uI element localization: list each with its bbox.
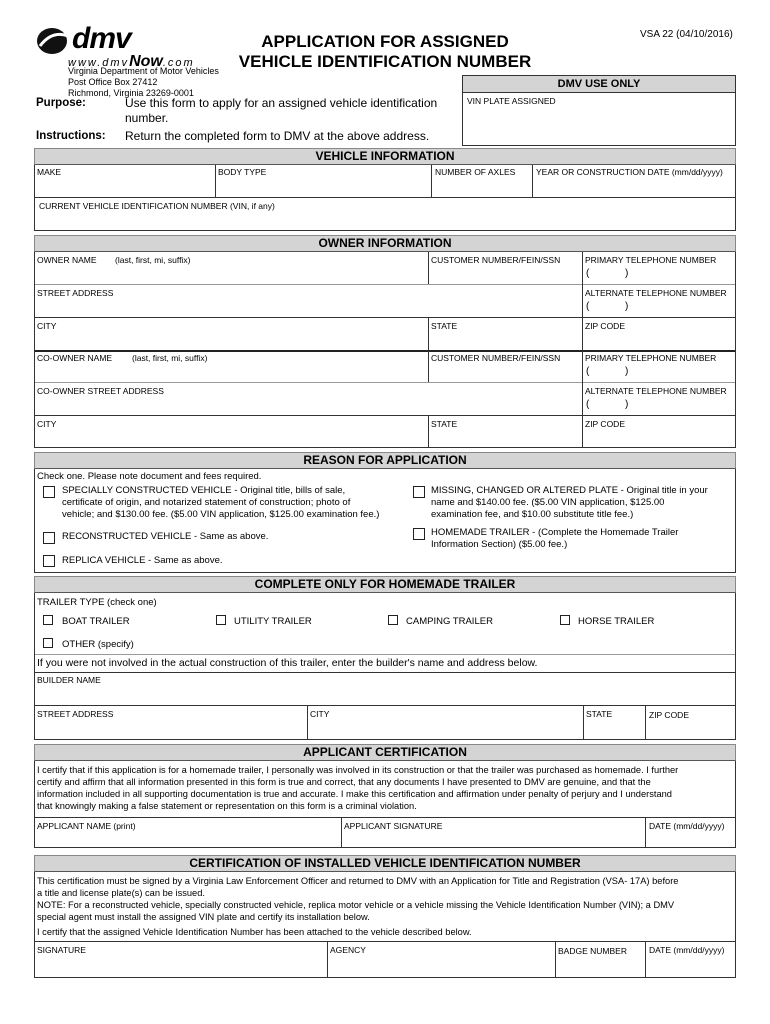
owner-city-label: CITY (37, 321, 57, 331)
applicant-cert-header: APPLICANT CERTIFICATION (34, 744, 736, 761)
dmv-use-only-header: DMV USE ONLY (463, 76, 735, 93)
co-owner-name-label: CO-OWNER NAME (37, 353, 113, 363)
owner-street-field[interactable] (35, 298, 581, 317)
paren-close: ) (625, 366, 629, 377)
vehicle-info-header: VEHICLE INFORMATION (34, 148, 736, 165)
address-line: Post Office Box 27412 (68, 77, 158, 87)
missing-line-3: examination fee, and $10.00 substitute title fee.) (431, 509, 634, 520)
paren-open: ( (586, 366, 590, 377)
applicant-name-label: APPLICANT NAME (print) (37, 821, 136, 831)
cert-line-4: that knowingly making a false statement or representation on this form is a criminal violation. (37, 801, 417, 811)
site-now: Now (129, 53, 163, 70)
trailer-header: COMPLETE ONLY FOR HOMEMADE TRAILER (34, 576, 736, 593)
owner-zip-label: ZIP CODE (585, 321, 625, 331)
owner-zip-field[interactable] (583, 331, 735, 350)
co-owner-zip-field[interactable] (583, 429, 735, 448)
year-field[interactable] (533, 165, 735, 197)
missing-line-2: name and $140.00 fee. ($5.00 VIN application, $125.00 (431, 497, 665, 508)
vin-plate-assigned-field[interactable] (463, 93, 735, 145)
co-owner-customer-number-label: CUSTOMER NUMBER/FEIN/SSN (431, 353, 561, 363)
purpose-text: Use this form to apply for an assigned vehicle identification number. (125, 96, 438, 125)
dmv-wordmark: dmv (72, 22, 131, 55)
applicant-date-label: DATE (mm/dd/yyyy) (649, 821, 725, 831)
owner-city-field[interactable] (35, 331, 427, 350)
camping-trailer-label: CAMPING TRAILER (406, 616, 493, 627)
homemade-trailer-checkbox[interactable] (413, 528, 425, 540)
owner-customer-number-label: CUSTOMER NUMBER/FEIN/SSN (431, 255, 561, 265)
co-owner-street-field[interactable] (35, 396, 581, 415)
installed-vin-header: CERTIFICATION OF INSTALLED VEHICLE IDENTIFICATION NUMBER (34, 855, 736, 872)
horse-trailer-label: HORSE TRAILER (578, 616, 655, 627)
form-code: VSA 22 (04/10/2016) (640, 29, 733, 40)
applicant-signature-label: APPLICANT SIGNATURE (344, 821, 443, 831)
instructions-text: Return the completed form to DMV at the above address. (125, 129, 430, 143)
owner-alt-phone-label: ALTERNATE TELEPHONE NUMBER (585, 288, 727, 298)
owner-alt-phone-field[interactable] (583, 298, 735, 317)
instructions-label: Instructions: (36, 130, 106, 142)
owner-street-label: STREET ADDRESS (37, 288, 114, 298)
paren-open: ( (586, 268, 590, 279)
reconstructed-checkbox[interactable] (43, 532, 55, 544)
boat-trailer-label: BOAT TRAILER (62, 616, 130, 627)
axles-field[interactable] (432, 165, 532, 197)
cert-line-2: certify and affirm that all information presented in this form is true and correct, that any documents I have presented to DMV are genuine, and that the (37, 777, 651, 787)
co-owner-name-field[interactable] (35, 364, 427, 382)
homemade-trailer-text (431, 527, 678, 551)
vin-plate-assigned-label: VIN PLATE ASSIGNED (467, 96, 556, 106)
body-type-field[interactable] (216, 165, 431, 197)
make-field[interactable] (35, 165, 215, 197)
homemade-line-2: Information Section) ($5.00 fee.) (431, 539, 568, 550)
co-owner-city-label: CITY (37, 419, 57, 429)
co-owner-city-field[interactable] (35, 429, 427, 448)
officer-date-label: DATE (mm/dd/yyyy) (649, 945, 725, 955)
axles-label: NUMBER OF AXLES (435, 167, 516, 177)
missing-plate-text (431, 485, 708, 521)
owner-name-hint: (last, first, mi, suffix) (115, 255, 191, 265)
utility-trailer-checkbox[interactable] (216, 615, 226, 625)
site-suffix: .com (162, 57, 195, 69)
builder-state-label: STATE (586, 709, 613, 719)
replica-text: REPLICA VEHICLE - Same as above. (62, 555, 223, 566)
owner-info-header: OWNER INFORMATION (34, 235, 736, 252)
missing-line-1: MISSING, CHANGED OR ALTERED PLATE - Original title in your (431, 485, 708, 496)
co-owner-state-field[interactable] (429, 429, 581, 448)
installed-p1-line-2: a title and license plate(s) can be issued. (37, 888, 205, 898)
installed-p1-line-1: This certification must be signed by a Virginia Law Enforcement Officer and returned to DMV with an Application for Title and Registration (VSA- 17A) before (37, 876, 679, 886)
owner-state-field[interactable] (429, 331, 581, 350)
builder-street-field[interactable] (35, 719, 306, 739)
year-label: YEAR OR CONSTRUCTION DATE (mm/dd/yyyy) (536, 167, 723, 177)
paren-close: ) (625, 301, 629, 312)
cert-line-3: information included in all supporting documentation is true and accurate. I make this certification and affirmation under penalty of perjury and I understand (37, 789, 672, 799)
officer-signature-label: SIGNATURE (37, 945, 86, 955)
applicant-cert-section (34, 761, 736, 848)
homemade-line-1: HOMEMADE TRAILER - (Complete the Homemade Trailer (431, 527, 679, 538)
other-trailer-specify-field[interactable] (145, 637, 730, 651)
special-line-1: SPECIALLY CONSTRUCTED VEHICLE - Original title, bills of sale, (62, 485, 346, 496)
builder-city-label: CITY (310, 709, 330, 719)
co-owner-alt-phone-label: ALTERNATE TELEPHONE NUMBER (585, 386, 727, 396)
owner-customer-number-field[interactable] (429, 266, 581, 284)
agency-field[interactable] (328, 955, 554, 977)
form-title (235, 32, 535, 72)
builder-city-field[interactable] (308, 719, 582, 739)
co-owner-alt-phone-field[interactable] (583, 396, 735, 415)
owner-primary-phone-field[interactable] (583, 266, 735, 284)
owner-state-label: STATE (431, 321, 458, 331)
applicant-date-field[interactable] (646, 831, 735, 847)
co-owner-street-label: CO-OWNER STREET ADDRESS (37, 386, 164, 396)
installed-p3: I certify that the assigned Vehicle Identification Number has been attached to the vehicle described below. (37, 927, 472, 937)
co-owner-zip-label: ZIP CODE (585, 419, 625, 429)
trailer-section (34, 593, 736, 740)
owner-name-field[interactable] (35, 266, 427, 284)
co-owner-primary-phone-field[interactable] (583, 364, 735, 382)
reason-header: REASON FOR APPLICATION (34, 452, 736, 469)
camping-trailer-checkbox[interactable] (388, 615, 398, 625)
reason-section (34, 469, 736, 573)
missing-plate-checkbox[interactable] (413, 486, 425, 498)
horse-trailer-checkbox[interactable] (560, 615, 570, 625)
special-constructed-checkbox[interactable] (43, 486, 55, 498)
paren-close: ) (625, 399, 629, 410)
applicant-name-field[interactable] (35, 831, 340, 847)
owner-info-grid (34, 252, 736, 448)
installed-p2-line-2: special agent must install the assigned VIN plate and certify its installation below. (37, 912, 370, 922)
owner-name-label: OWNER NAME (37, 255, 97, 265)
paren-close: ) (625, 268, 629, 279)
badge-number-field[interactable] (556, 956, 644, 977)
address-line: Richmond, Virginia 23269-0001 (68, 88, 194, 98)
builder-street-label: STREET ADDRESS (37, 709, 114, 719)
officer-date-field[interactable] (646, 955, 735, 977)
dmv-use-only-box (462, 75, 736, 146)
special-line-2: certificate of origin, and notarized statement of construction; photo of (62, 497, 351, 508)
replica-checkbox[interactable] (43, 555, 55, 567)
body-type-label: BODY TYPE (218, 167, 267, 177)
reconstructed-text: RECONSTRUCTED VEHICLE - Same as above. (62, 531, 269, 542)
utility-trailer-label: UTILITY TRAILER (234, 616, 312, 627)
purpose-label: Purpose: (36, 97, 86, 109)
installed-p2-line-1: NOTE: For a reconstructed vehicle, specially constructed vehicle, replica motor vehicle or a vehicle missing the Vehicle Identification Number (VIN); a DMV (37, 900, 675, 910)
builder-name-field[interactable] (35, 685, 735, 705)
co-owner-primary-phone-label: PRIMARY TELEPHONE NUMBER (585, 353, 717, 363)
reason-intro: Check one. Please note document and fees required. (37, 471, 262, 482)
site-prefix: www.dmv (68, 57, 130, 69)
builder-note: If you were not involved in the actual construction of this trailer, enter the builder's name and address below. (37, 657, 538, 669)
special-line-3: vehicle; and $130.00 fee. ($5.00 VIN application, $125.00 examination fee.) (62, 509, 380, 520)
other-trailer-label: OTHER (specify) (62, 639, 134, 650)
installed-vin-text (37, 875, 678, 938)
current-vin-field[interactable] (35, 198, 735, 230)
title-line-1: APPLICATION FOR ASSIGNED (261, 32, 509, 51)
owner-primary-phone-label: PRIMARY TELEPHONE NUMBER (585, 255, 717, 265)
builder-state-field[interactable] (584, 719, 644, 739)
paren-open: ( (586, 399, 590, 410)
current-vin-label: CURRENT VEHICLE IDENTIFICATION NUMBER (VIN, if any) (39, 201, 275, 211)
other-trailer-checkbox[interactable] (43, 638, 53, 648)
dmv-swoosh-icon (36, 26, 70, 56)
co-owner-customer-number-field[interactable] (429, 364, 581, 382)
title-line-2: VEHICLE IDENTIFICATION NUMBER (238, 52, 532, 71)
builder-zip-field[interactable] (646, 719, 735, 739)
applicant-signature-field[interactable] (342, 831, 644, 847)
co-owner-state-label: STATE (431, 419, 458, 429)
cert-line-1: I certify that if this application is for a homemade trailer, I personally was involved in its construction or that the trailer was purchased as homemade. I further (37, 765, 679, 775)
trailer-type-label: TRAILER TYPE (check one) (37, 597, 157, 608)
installed-vin-section (34, 872, 736, 978)
builder-zip-label: ZIP CODE (649, 710, 689, 720)
address-line: Virginia Department of Motor Vehicles (68, 66, 219, 76)
paren-open: ( (586, 301, 590, 312)
builder-name-label: BUILDER NAME (37, 675, 101, 685)
special-constructed-text (62, 485, 379, 521)
boat-trailer-checkbox[interactable] (43, 615, 53, 625)
applicant-cert-text (37, 764, 678, 812)
badge-number-label: BADGE NUMBER (558, 946, 627, 956)
make-label: MAKE (37, 167, 62, 177)
co-owner-name-hint: (last, first, mi, suffix) (132, 353, 208, 363)
agency-label: AGENCY (330, 945, 366, 955)
vehicle-info-grid (34, 165, 736, 231)
officer-signature-field[interactable] (35, 955, 326, 977)
